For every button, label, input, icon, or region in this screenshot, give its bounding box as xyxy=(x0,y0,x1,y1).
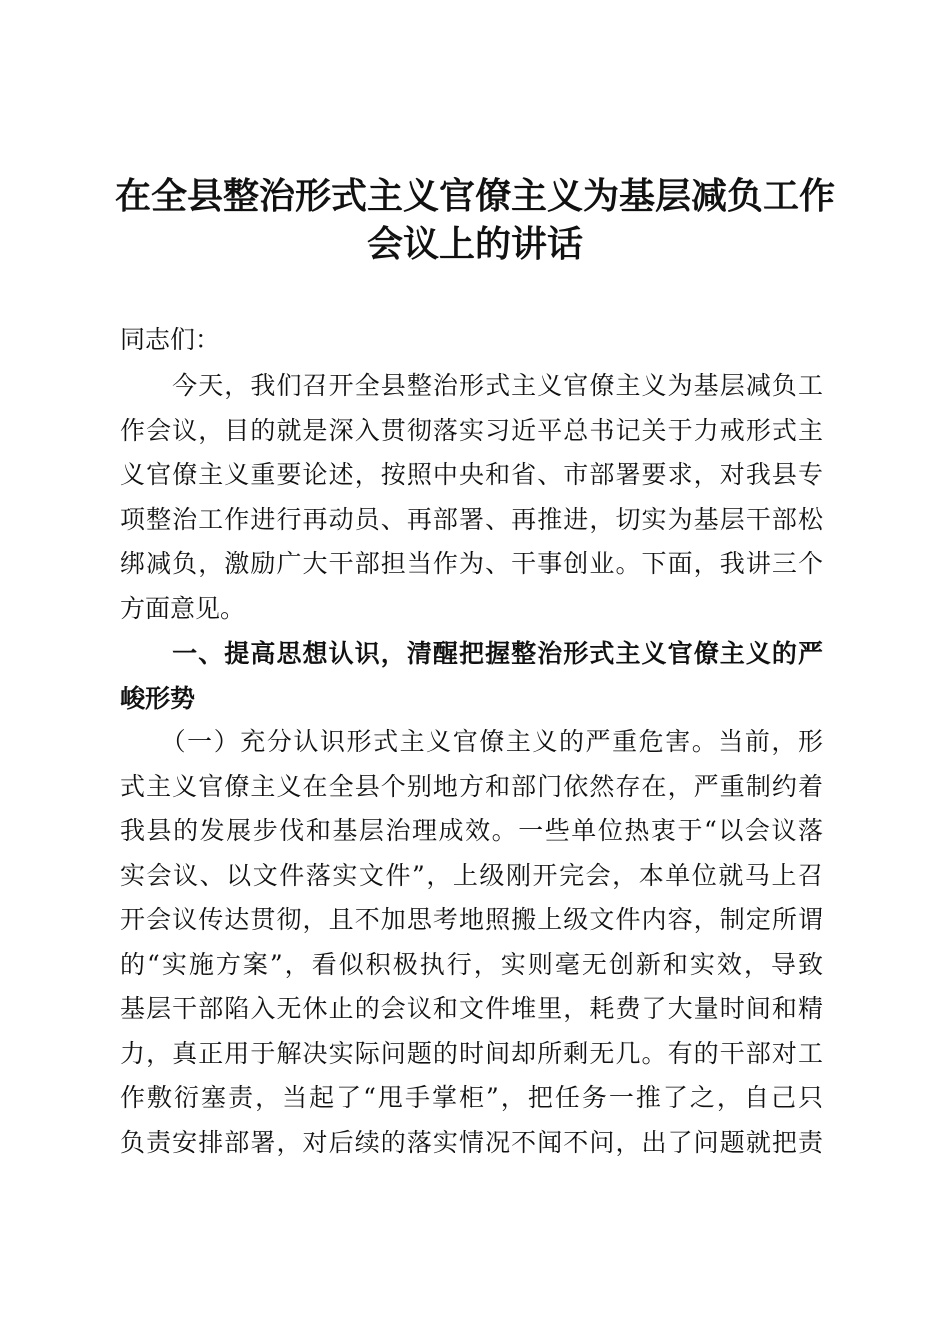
text-line: 开会议传达贯彻，且不加思考地照搬上级文件内容，制定所谓 xyxy=(120,905,823,934)
heading-line: 峻形势 xyxy=(120,683,196,713)
text-line: 今天，我们召开全县整治形式主义官僚主义为基层减负工 xyxy=(120,371,823,400)
section-heading-1 xyxy=(120,632,823,721)
text-line: 作会议，目的就是深入贯彻落实习近平总书记关于力戒形式主 xyxy=(120,415,823,445)
text-line: 义官僚主义重要论述，按照中央和省、市部署要求，对我县专 xyxy=(120,460,823,489)
paragraph-intro xyxy=(120,364,823,631)
heading-line: 一、提高思想认识，清醒把握整治形式主义官僚主义的严 xyxy=(120,639,823,668)
text-line: 基层干部陷入无休止的会议和文件堆里，耗费了大量时间和精 xyxy=(120,994,823,1023)
text-line: （一）充分认识形式主义官僚主义的严重危害。当前，形 xyxy=(120,727,823,756)
text-line: 我县的发展步伐和基层治理成效。一些单位热衷于“以会议落 xyxy=(120,816,823,845)
text-line: 力，真正用于解决实际问题的时间却所剩无几。有的干部对工 xyxy=(120,1038,823,1068)
text-line: 作敷衍塞责，当起了“甩手掌柜”，把任务一推了之，自己只 xyxy=(120,1083,823,1112)
text-line: 的“实施方案”，看似积极执行，实则毫无创新和实效，导致 xyxy=(120,949,823,979)
text-line: 式主义官僚主义在全县个别地方和部门依然存在，严重制约着 xyxy=(120,771,823,801)
text-line: 负责安排部署，对后续的落实情况不闻不问，出了问题就把责 xyxy=(120,1127,823,1157)
text-line: 方面意见。 xyxy=(120,593,246,623)
title-line: 在全县整治形式主义官僚主义为基层减负工作 xyxy=(114,175,835,217)
paragraph-section-1-1 xyxy=(120,720,823,1165)
text-line: 实会议、以文件落实文件”，上级刚开完会，本单位就马上召 xyxy=(120,860,823,890)
text-line: 绑减负，激励广大干部担当作为、干事创业。下面，我讲三个 xyxy=(120,549,823,578)
text-line: 项整治工作进行再动员、再部署、再推进，切实为基层干部松 xyxy=(120,504,823,534)
document-title xyxy=(112,172,838,268)
title-line: 会议上的讲话 xyxy=(366,223,583,265)
salutation: 同志们： xyxy=(120,325,221,354)
